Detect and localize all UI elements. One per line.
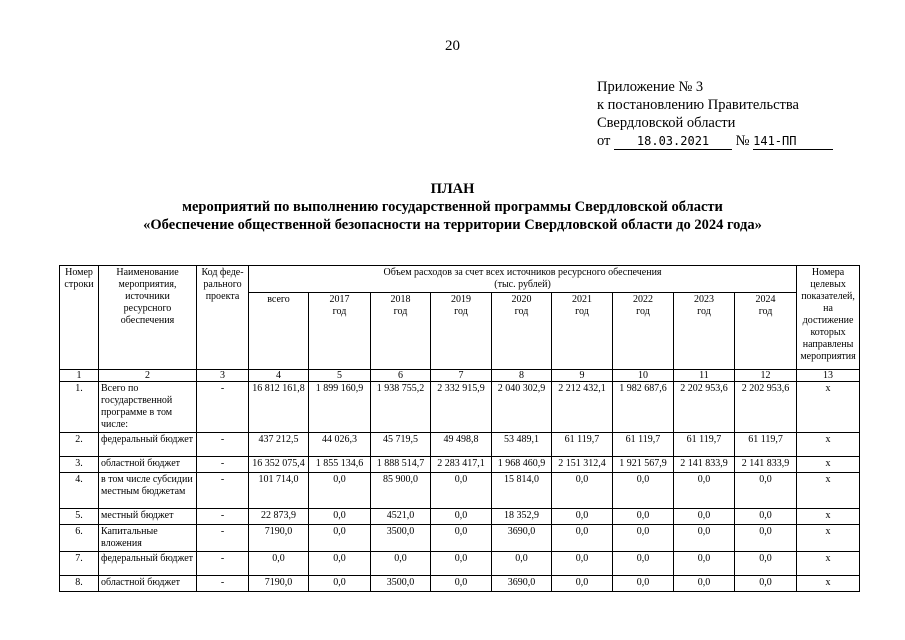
row-value-cell: 0,0 bbox=[735, 525, 797, 552]
row-value-cell: 0,0 bbox=[309, 576, 371, 592]
row-value-cell: 3500,0 bbox=[371, 576, 431, 592]
row-value-cell: 0,0 bbox=[735, 509, 797, 525]
row-value-cell: 2 141 833,9 bbox=[735, 457, 797, 473]
row-value-cell: 0,0 bbox=[613, 473, 674, 509]
row-code-cell: - bbox=[197, 457, 249, 473]
row-value-cell: 61 119,7 bbox=[674, 433, 735, 457]
row-value-cell: 0,0 bbox=[735, 552, 797, 576]
row-number-cell: 1. bbox=[60, 382, 99, 433]
header-year-2021: 2021 год bbox=[552, 293, 613, 370]
row-value-cell: 0,0 bbox=[431, 509, 492, 525]
header-year-2019: 2019 год bbox=[431, 293, 492, 370]
row-value-cell: 0,0 bbox=[431, 552, 492, 576]
row-indicator-cell: x bbox=[797, 457, 860, 473]
row-value-cell: 2 141 833,9 bbox=[674, 457, 735, 473]
row-indicator-cell: x bbox=[797, 576, 860, 592]
annex-line-2: к постановлению Правительства bbox=[597, 97, 799, 113]
row-name-cell: областной бюджет bbox=[99, 576, 197, 592]
col-number: 5 bbox=[309, 370, 371, 382]
row-value-cell: 2 151 312,4 bbox=[552, 457, 613, 473]
row-value-cell: 18 352,9 bbox=[492, 509, 552, 525]
row-value-cell: 1 855 134,6 bbox=[309, 457, 371, 473]
row-name-cell: федеральный бюджет bbox=[99, 433, 197, 457]
row-value-cell: 0,0 bbox=[552, 473, 613, 509]
row-value-cell: 22 873,9 bbox=[249, 509, 309, 525]
row-number-cell: 5. bbox=[60, 509, 99, 525]
row-value-cell: 0,0 bbox=[613, 576, 674, 592]
column-numbers-row bbox=[60, 370, 860, 382]
row-name-cell: Капитальные вложения bbox=[99, 525, 197, 552]
row-value-cell: 3690,0 bbox=[492, 525, 552, 552]
table-row bbox=[60, 457, 860, 473]
row-value-cell: 7190,0 bbox=[249, 576, 309, 592]
row-value-cell: 0,0 bbox=[431, 525, 492, 552]
row-name-cell: местный бюджет bbox=[99, 509, 197, 525]
row-indicator-cell: x bbox=[797, 433, 860, 457]
row-number-cell: 6. bbox=[60, 525, 99, 552]
row-value-cell: 1 899 160,9 bbox=[309, 382, 371, 433]
col-number: 4 bbox=[249, 370, 309, 382]
row-code-cell: - bbox=[197, 576, 249, 592]
row-value-cell: 0,0 bbox=[309, 525, 371, 552]
row-value-cell: 437 212,5 bbox=[249, 433, 309, 457]
page-number: 20 bbox=[445, 38, 460, 54]
row-value-cell: 0,0 bbox=[371, 552, 431, 576]
row-indicator-cell: x bbox=[797, 552, 860, 576]
row-value-cell: 45 719,5 bbox=[371, 433, 431, 457]
row-indicator-cell: x bbox=[797, 525, 860, 552]
number-label: № bbox=[735, 133, 750, 149]
row-name-cell: федеральный бюджет bbox=[99, 552, 197, 576]
row-value-cell: 61 119,7 bbox=[613, 433, 674, 457]
row-value-cell: 2 040 302,9 bbox=[492, 382, 552, 433]
row-value-cell: 61 119,7 bbox=[552, 433, 613, 457]
row-number-cell: 3. bbox=[60, 457, 99, 473]
from-label: от bbox=[597, 133, 611, 149]
row-code-cell: - bbox=[197, 382, 249, 433]
row-value-cell: 2 212 432,1 bbox=[552, 382, 613, 433]
doc-subtitle-2: «Обеспечение общественной безопасности на территории Свердловской области до 2024 года» bbox=[143, 217, 762, 233]
header-year-2017: 2017 год bbox=[309, 293, 371, 370]
row-value-cell: 0,0 bbox=[552, 509, 613, 525]
row-number-cell: 2. bbox=[60, 433, 99, 457]
header-total: всего bbox=[249, 293, 309, 370]
row-number-cell: 4. bbox=[60, 473, 99, 509]
row-value-cell: 0,0 bbox=[674, 509, 735, 525]
row-value-cell: 0,0 bbox=[674, 552, 735, 576]
row-code-cell: - bbox=[197, 509, 249, 525]
row-number-cell: 7. bbox=[60, 552, 99, 576]
row-value-cell: 2 283 417,1 bbox=[431, 457, 492, 473]
header-year-2024: 2024 год bbox=[735, 293, 797, 370]
row-value-cell: 1 938 755,2 bbox=[371, 382, 431, 433]
row-value-cell: 0,0 bbox=[674, 473, 735, 509]
row-value-cell: 61 119,7 bbox=[735, 433, 797, 457]
row-name-cell: Всего по государственной программе в том числе: bbox=[99, 382, 197, 433]
row-value-cell: 0,0 bbox=[552, 552, 613, 576]
header-name: Наименование мероприятия, источники ресурсного обеспечения bbox=[99, 266, 197, 370]
row-value-cell: 0,0 bbox=[674, 576, 735, 592]
table-row bbox=[60, 525, 860, 552]
decree-date: 18.03.2021 bbox=[614, 134, 732, 150]
annex-line-3: Свердловской области bbox=[597, 115, 736, 131]
header-volume-title: Объем расходов за счет всех источников ресурсного обеспечения bbox=[383, 267, 662, 278]
row-value-cell: 53 489,1 bbox=[492, 433, 552, 457]
col-number: 9 bbox=[552, 370, 613, 382]
row-value-cell: 0,0 bbox=[309, 473, 371, 509]
col-number: 11 bbox=[674, 370, 735, 382]
row-value-cell: 1 921 567,9 bbox=[613, 457, 674, 473]
row-value-cell: 85 900,0 bbox=[371, 473, 431, 509]
row-indicator-cell: x bbox=[797, 473, 860, 509]
row-code-cell: - bbox=[197, 525, 249, 552]
row-value-cell: 4521,0 bbox=[371, 509, 431, 525]
row-value-cell: 2 332 915,9 bbox=[431, 382, 492, 433]
col-number: 7 bbox=[431, 370, 492, 382]
table-row bbox=[60, 509, 860, 525]
row-value-cell: 16 812 161,8 bbox=[249, 382, 309, 433]
row-value-cell: 1 982 687,6 bbox=[613, 382, 674, 433]
row-value-cell: 0,0 bbox=[431, 473, 492, 509]
row-value-cell: 101 714,0 bbox=[249, 473, 309, 509]
col-number: 8 bbox=[492, 370, 552, 382]
row-name-cell: областной бюджет bbox=[99, 457, 197, 473]
header-volume bbox=[249, 266, 797, 293]
decree-number: 141-ПП bbox=[753, 134, 833, 150]
row-indicator-cell: x bbox=[797, 509, 860, 525]
row-value-cell: 16 352 075,4 bbox=[249, 457, 309, 473]
row-value-cell: 0,0 bbox=[613, 525, 674, 552]
row-value-cell: 0,0 bbox=[309, 552, 371, 576]
row-value-cell: 49 498,8 bbox=[431, 433, 492, 457]
row-value-cell: 0,0 bbox=[552, 525, 613, 552]
col-number: 1 bbox=[60, 370, 99, 382]
row-value-cell: 0,0 bbox=[249, 552, 309, 576]
annex-block bbox=[597, 78, 833, 150]
row-value-cell: 7190,0 bbox=[249, 525, 309, 552]
row-value-cell: 1 888 514,7 bbox=[371, 457, 431, 473]
col-number: 12 bbox=[735, 370, 797, 382]
col-number: 10 bbox=[613, 370, 674, 382]
row-value-cell: 2 202 953,6 bbox=[735, 382, 797, 433]
col-number: 6 bbox=[371, 370, 431, 382]
row-value-cell: 0,0 bbox=[735, 473, 797, 509]
table-row bbox=[60, 382, 860, 433]
row-name-cell: в том числе субсидии местным бюджетам bbox=[99, 473, 197, 509]
row-value-cell: 0,0 bbox=[613, 509, 674, 525]
col-number: 3 bbox=[197, 370, 249, 382]
header-year-2022: 2022 год bbox=[613, 293, 674, 370]
table-row bbox=[60, 433, 860, 457]
row-value-cell: 0,0 bbox=[552, 576, 613, 592]
row-value-cell: 0,0 bbox=[492, 552, 552, 576]
row-code-cell: - bbox=[197, 473, 249, 509]
row-value-cell: 0,0 bbox=[309, 509, 371, 525]
doc-title: ПЛАН bbox=[430, 181, 475, 197]
header-federal-project-code: Код феде-рального проекта bbox=[197, 266, 249, 370]
col-number: 2 bbox=[99, 370, 197, 382]
header-year-2023: 2023 год bbox=[674, 293, 735, 370]
row-value-cell: 15 814,0 bbox=[492, 473, 552, 509]
table-row bbox=[60, 552, 860, 576]
plan-table bbox=[59, 265, 860, 592]
annex-line-1: Приложение № 3 bbox=[597, 79, 704, 95]
row-value-cell: 0,0 bbox=[735, 576, 797, 592]
row-code-cell: - bbox=[197, 552, 249, 576]
row-value-cell: 0,0 bbox=[613, 552, 674, 576]
row-value-cell: 0,0 bbox=[674, 525, 735, 552]
row-number-cell: 8. bbox=[60, 576, 99, 592]
row-code-cell: - bbox=[197, 433, 249, 457]
header-year-2018: 2018 год bbox=[371, 293, 431, 370]
col-number: 13 bbox=[797, 370, 860, 382]
row-value-cell: 3500,0 bbox=[371, 525, 431, 552]
row-indicator-cell: x bbox=[797, 382, 860, 433]
annex-date-line bbox=[597, 132, 833, 150]
header-volume-unit: (тыс. рублей) bbox=[494, 279, 551, 290]
header-row-number: Номер строки bbox=[60, 266, 99, 370]
row-value-cell: 2 202 953,6 bbox=[674, 382, 735, 433]
table-row bbox=[60, 473, 860, 509]
header-year-2020: 2020 год bbox=[492, 293, 552, 370]
row-value-cell: 0,0 bbox=[431, 576, 492, 592]
header-indicators: Номера целевых показателей, на достижение которых направлены мероприятия bbox=[797, 266, 860, 370]
table-row bbox=[60, 576, 860, 592]
row-value-cell: 44 026,3 bbox=[309, 433, 371, 457]
row-value-cell: 3690,0 bbox=[492, 576, 552, 592]
doc-subtitle-1: мероприятий по выполнению государственной программы Свердловской области bbox=[182, 199, 723, 215]
row-value-cell: 1 968 460,9 bbox=[492, 457, 552, 473]
